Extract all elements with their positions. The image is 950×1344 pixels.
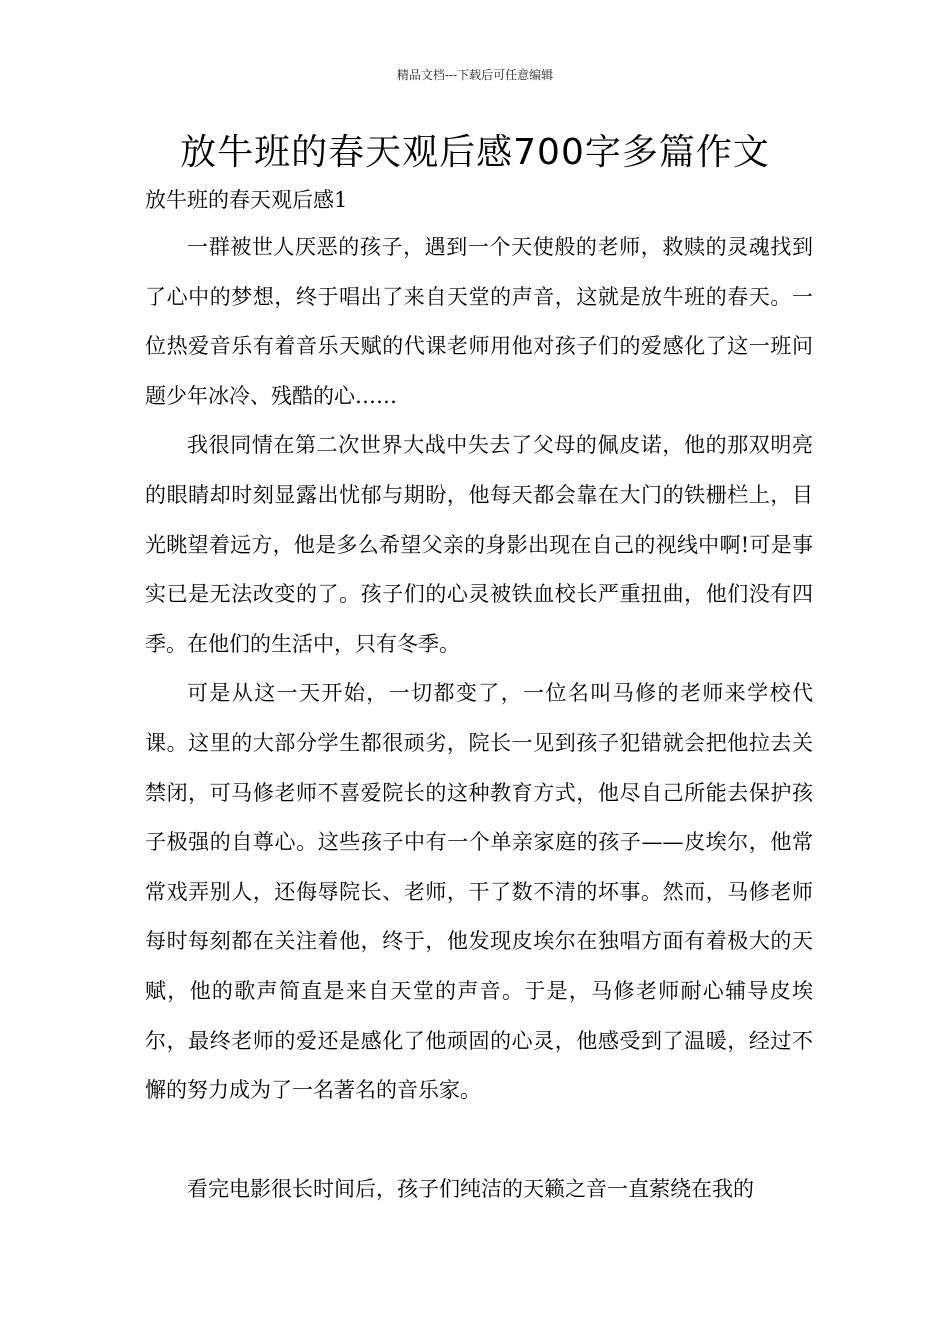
paragraph-gap: [145, 1116, 813, 1166]
document-body: [145, 178, 813, 1215]
paragraph-4: 看完电影很长时间后，孩子们纯洁的天籁之音一直萦绕在我的: [187, 1177, 754, 1202]
section-subtitle: 放牛班的春天观后感1: [145, 188, 348, 212]
document-title: 放牛班的春天观后感700字多篇作文: [180, 132, 770, 173]
paragraph-2: 我很同情在第二次世界大战中失去了父母的佩皮诺，他的那双明亮的眼睛却时刻显露出忧郁与期盼，他每天都会靠在大门的铁栅栏上，目光眺望着远方，他是多么希望父亲的身影出现在自己的视线中啊!可是事实已是无法改变的了。孩子们的心灵被铁血校长严重扭曲，他们没有四季。在他们的生活中，只有冬季。: [145, 433, 813, 656]
page-header: 精品文档---下载后可任意编辑: [396, 68, 554, 82]
paragraph-1: 一群被世人厌恶的孩子，遇到一个天使般的老师，救赎的灵魂找到了心中的梦想，终于唱出了来自天堂的声音，这就是放牛班的春天。一位热爱音乐有着音乐天赋的代课老师用他对孩子们的爱感化了这一班问题少年冰冷、残酷的心……: [145, 235, 813, 408]
paragraph-3: 可是从这一天开始，一切都变了，一位名叫马修的老师来学校代课。这里的大部分学生都很顽劣，院长一见到孩子犯错就会把他拉去关禁闭，可马修老师不喜爱院长的这种教育方式，他尽自己所能去保护孩子极强的自尊心。这些孩子中有一个单亲家庭的孩子——皮埃尔，他常常戏弄别人，还侮辱院长、老师，干了数不清的坏事。然而，马修老师每时每刻都在关注着他，终于，他发现皮埃尔在独唱方面有着极大的天赋，他的歌声简直是来自天堂的声音。于是，马修老师耐心辅导皮埃尔，最终老师的爱还是感化了他顽固的心灵，他感受到了温暖，经过不懈的努力成为了一名著名的音乐家。: [145, 681, 813, 1103]
